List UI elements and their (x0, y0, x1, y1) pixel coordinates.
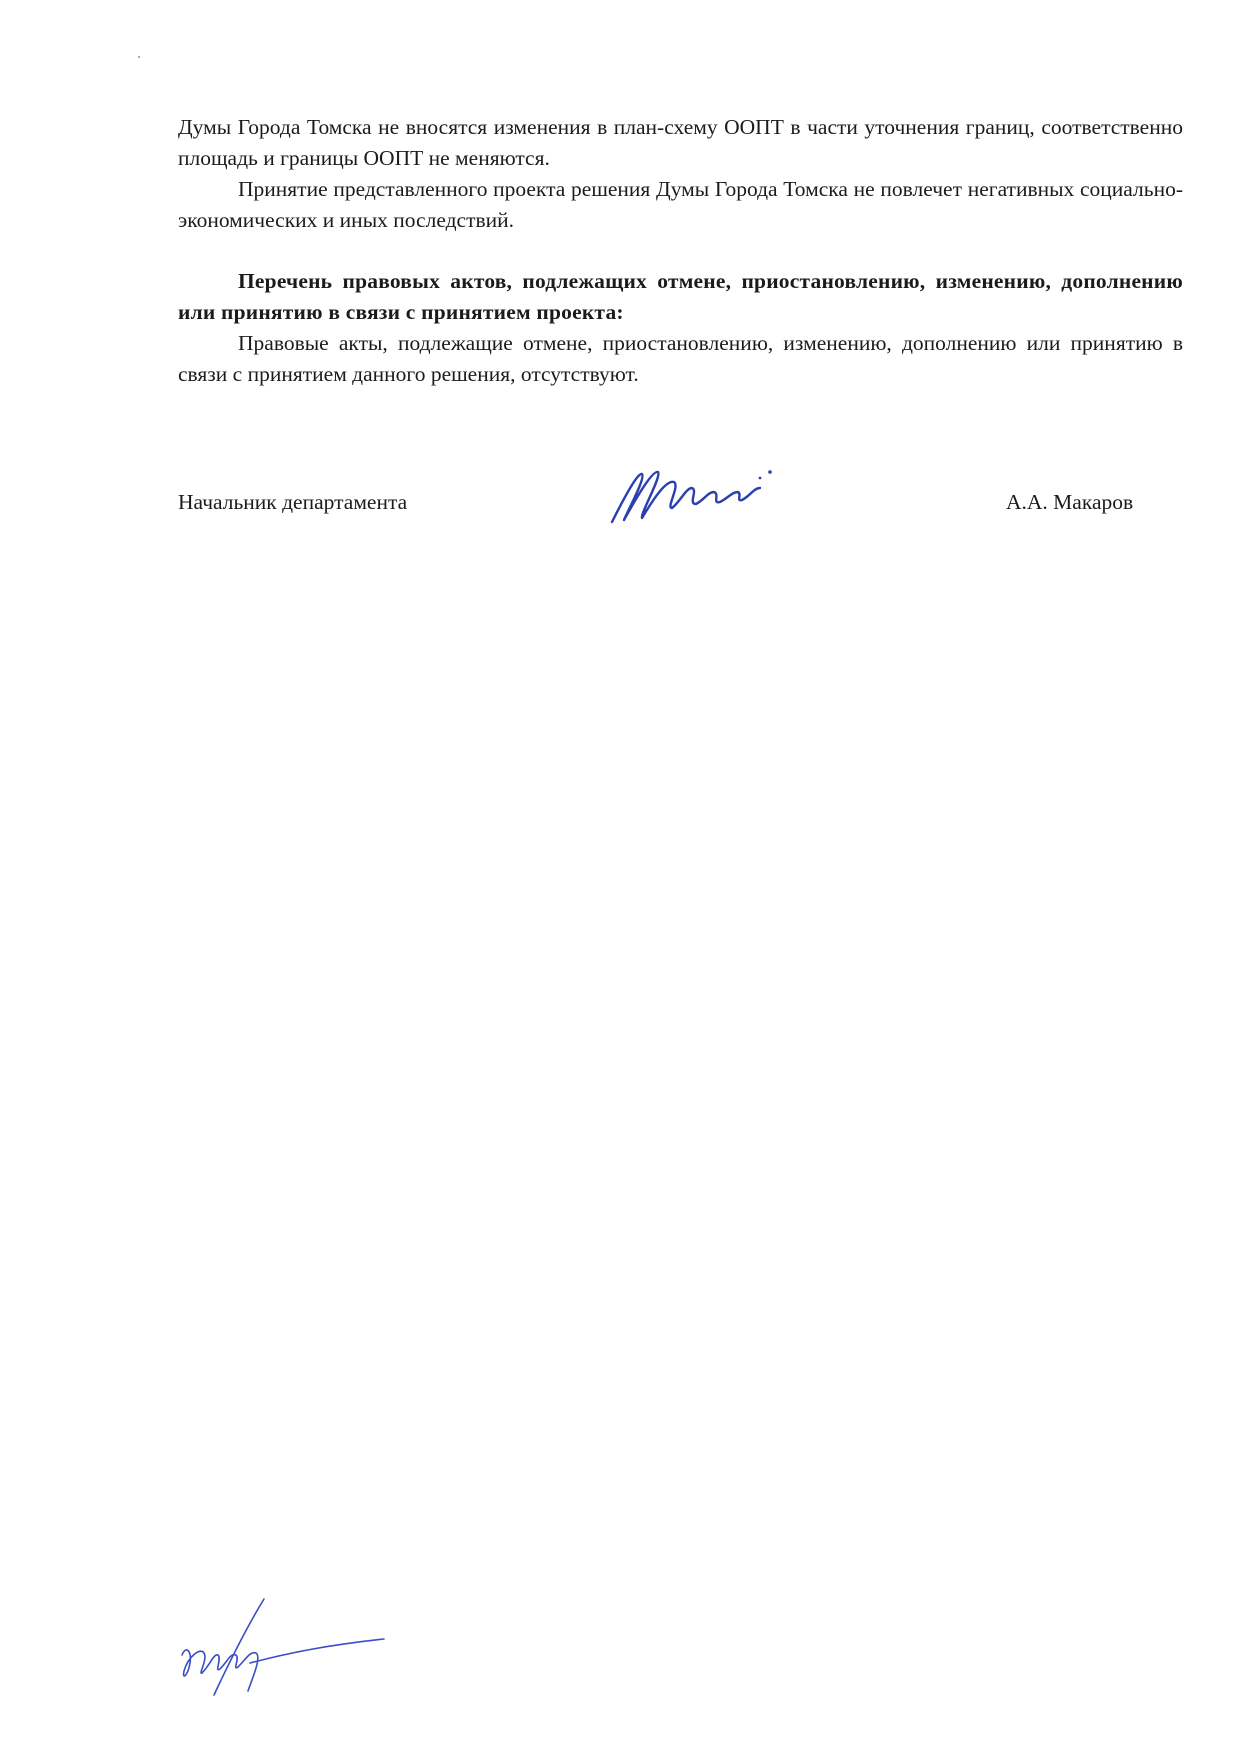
legal-acts-section (178, 266, 1183, 390)
scan-speck (138, 56, 140, 58)
initials-signature-image (178, 1595, 388, 1700)
signatory-name: А.А. Макаров (1006, 490, 1134, 514)
paragraph-continuation: Думы Города Томска не вносятся изменения в план-схему ООПТ в части уточнения границ, соответственно площадь и границы ООПТ не меняются. (178, 115, 1183, 170)
signatory-position: Начальник департамента (178, 490, 408, 514)
paragraph-consequences: Принятие представленного проекта решения Думы Города Томска не повлечет негативных социально-экономических и иных последствий. (178, 177, 1183, 232)
signature-image (604, 458, 794, 530)
section-heading: Перечень правовых актов, подлежащих отмене, приостановлению, изменению, дополнению или принятию в связи с принятием проекта: (178, 269, 1183, 324)
section-paragraph: Правовые акты, подлежащие отмене, приостановлению, изменению, дополнению или принятию в связи с принятием данного решения, отсутствуют. (178, 331, 1183, 386)
document-body (178, 112, 1183, 236)
